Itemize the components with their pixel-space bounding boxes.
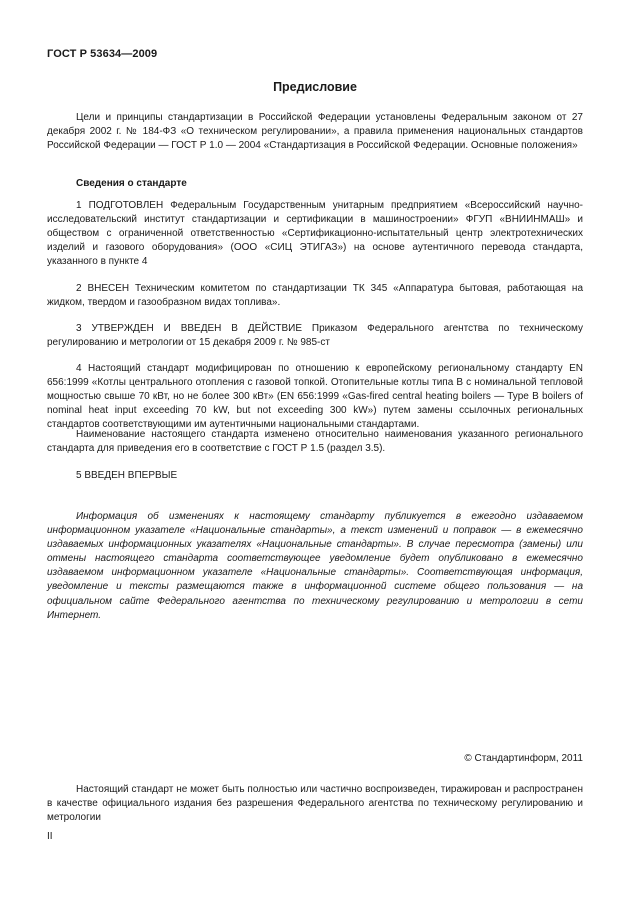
intro-paragraph: Цели и принципы стандартизации в Российской Федерации установлены Федеральным законом от 27 декабря 2002 г. № 184-ФЗ «О техническом регулировании», а правила применения национальных стандартов Российской Федерации — ГОСТ Р 1.0 — 2004 «Стандартизация в Российской Федерации. Основные положения» [47, 112, 583, 152]
copyright-line: © Стандартинформ, 2011 [464, 753, 583, 764]
info-heading: Сведения о стандарте [76, 178, 187, 189]
item-5-introduced: 5 ВВЕДЕН ВПЕРВЫЕ [76, 470, 178, 481]
item-4-note: Наименование настоящего стандарта изменено относительно наименования указанного регионального стандарта для приведения его в соответствие с ГОСТ Р 1.5 (раздел 3.5). [47, 429, 583, 455]
page-title [0, 80, 630, 94]
changes-notice: Информация об изменениях к настоящему стандарту публикуется в ежегодно издаваемом информационном указателе «Национальные стандарты», а текст изменений и поправок — в ежемесячно издаваемых информационных указателях «Национальные стандарты». В случае пересмотра (замены) или отмены настоящего стандарта соответствующее уведомление будет опубликовано в ежемесячно издаваемом информационном указателе «Национальные стандарты». Соответствующая информация, уведомление и тексты размещаются также в информационной системе общего пользования — на официальном сайте Федерального агентства по техническому регулированию и метрологии в сети Интернет. [47, 511, 583, 621]
title-text: Предисловие [273, 80, 357, 94]
item-2-submitted: 2 ВНЕСЕН Техническим комитетом по стандартизации ТК 345 «Аппаратура бытовая, работающая на жидком, твердом и газообразном видах топлива». [47, 283, 583, 309]
reproduction-notice: Настоящий стандарт не может быть полностью или частично воспроизведен, тиражирован и распространен в качестве официального издания без разрешения Федерального агентства по техническому регулированию и метрологии [47, 784, 583, 824]
item-1-prepared: 1 ПОДГОТОВЛЕН Федеральным Государственным унитарным предприятием «Всероссийский научно-исследовательский институт стандартизации и сертификации в машиностроении» ФГУП «ВНИИНМАШ» и обществом с ограниченной ответственностью «Сертификационно-испытательный центр электротехнических изделий и газового оборудования» (ООО «СИЦ ЭТИГАЗ») на основе аутентичного перевода стандарта, указанного в пункте 4 [47, 200, 583, 268]
document-id-header: ГОСТ Р 53634—2009 [47, 48, 158, 60]
item-3-approved: 3 УТВЕРЖДЕН И ВВЕДЕН В ДЕЙСТВИЕ Приказом Федерального агентства по техническому регулированию и метрологии от 15 декабря 2009 г. № 985-ст [47, 323, 583, 349]
page-number: II [47, 831, 53, 842]
item-4-modified: 4 Настоящий стандарт модифицирован по отношению к европейскому региональному стандарту EN 656:1999 «Котлы центрального отопления с газовой топкой. Отопительные котлы типа B с номинальной тепловой мощностью свыше 70 кВт, но не более 300 кВт» (EN 656:1999 «Gas-fired central heating boilers — Type B boilers of nominal heat input exceeding 70 kW, but not exceeding 300 kW») путем замены ссылочных региональных стандартов соответствующими им аутентичными национальными стандартами. [47, 363, 583, 431]
